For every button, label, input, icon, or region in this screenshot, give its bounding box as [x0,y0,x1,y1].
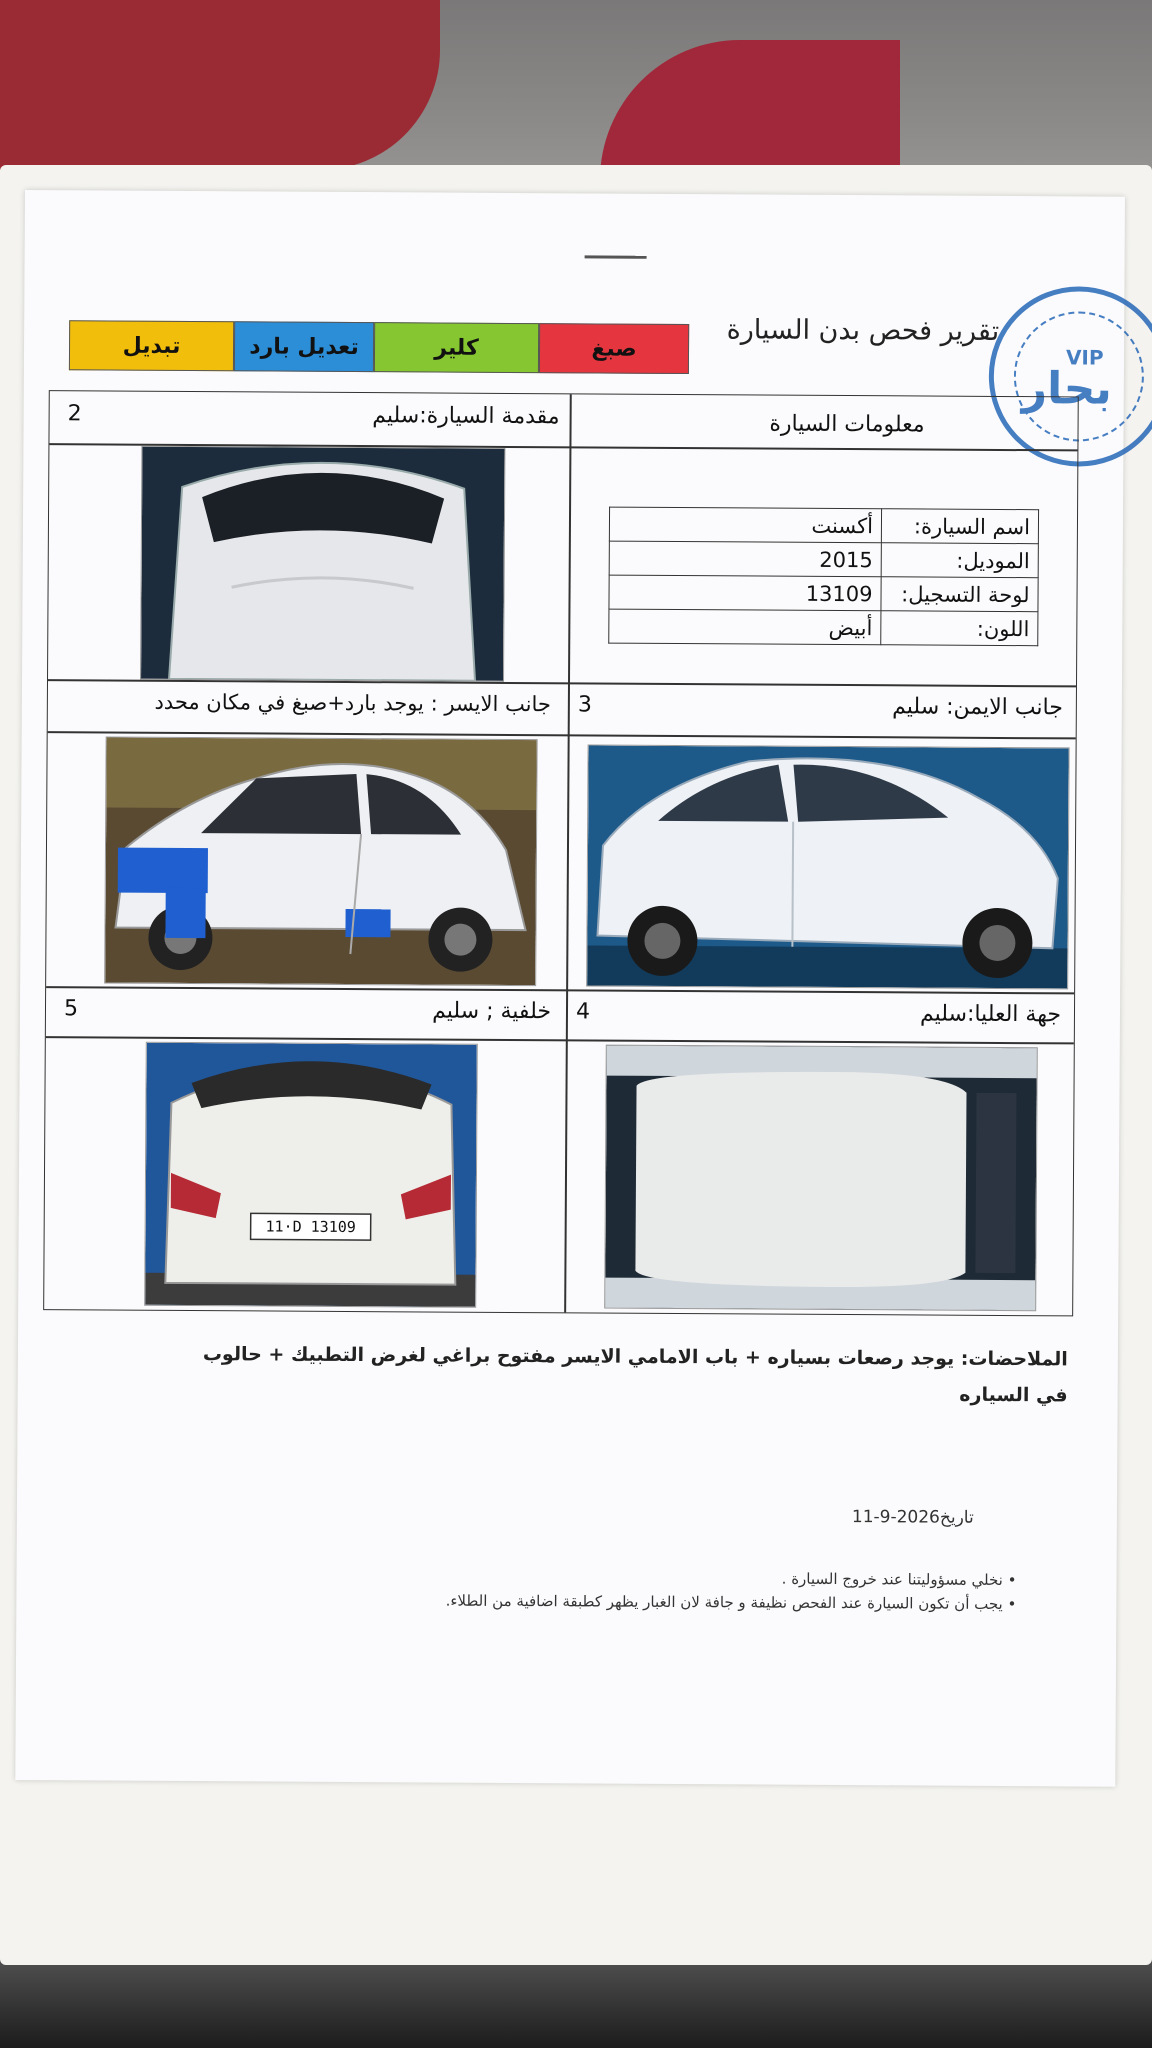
seat-red-stripe [0,0,440,170]
car-name-key: اسم السيارة: [881,509,1038,544]
top-car-photo [604,1045,1038,1312]
front-car-illustration [141,447,504,681]
disclaimer-text: يجب أن تكون السيارة عند الفحص نظيفة و جافة لان الغبار يظهر كطبقة اضافية من الطلاء. [445,1591,1003,1613]
table-row [609,541,1038,578]
table-row [609,507,1038,544]
left-side-label: جانب الايسر : يوجد بارد+صبغ في مكان محدد [154,689,551,717]
legend-clear: كلير [374,322,539,373]
car-info-header: معلومات السيارة [769,411,925,438]
model-key: الموديل: [881,543,1038,578]
section-number: 5 [63,996,79,1022]
rear-car-illustration [145,1043,477,1307]
left-side-car-photo [104,737,538,987]
stamp-vip-text: VIP [1065,345,1104,370]
legend-paint: صبغ [539,323,689,374]
front-car-photo [140,446,505,682]
legend-replaced: تبديل [69,320,234,371]
inspection-report-sheet [15,190,1125,1787]
disclaimer-text: نخلي مسؤوليتنا عند خروج السيارة . [781,1569,1003,1589]
color-key: اللون: [881,611,1038,646]
notes-text: الملاحضات: يوجد رصعات بسياره + باب الامامي الايسر مفتوح براغي لغرض التطبيك + حالوب في السياره [202,1343,1068,1407]
list-item: • نخلي مسؤوليتنا عند خروج السيارة . [781,1569,1017,1590]
top-label: جهة العليا:سليم [919,1001,1062,1028]
plate-value: 13109 [609,575,881,611]
plate-key: لوحة التسجيل: [881,577,1038,612]
left-side-illustration [105,738,536,986]
right-side-illustration [587,745,1068,988]
rear-car-photo [144,1042,478,1308]
section-number: 2 [67,401,82,427]
top-dash [585,255,647,258]
table-row [609,575,1038,612]
car-info-table [608,507,1039,647]
disclaimer-list [296,1567,1016,1619]
car-name-value: أكسنت [609,507,881,543]
section-number: 3 [577,692,592,718]
color-legend [69,320,689,376]
front-label: مقدمة السيارة:سليم [372,403,560,430]
grid-divider [48,679,1076,687]
right-side-label: جانب الايمن: سليم [892,694,1063,721]
stamp-name-text: بحار [1021,363,1113,415]
table-row [609,609,1038,646]
grid-divider [564,394,571,1312]
report-title: تقرير فحص بدن السيارة [726,314,1000,347]
legend-cold-repair: تعديل بارد [234,321,374,372]
color-value: أبيض [609,609,881,645]
inspection-grid [43,390,1079,1316]
license-plate-text: 11·D 13109 [265,1217,356,1237]
model-value: 2015 [609,541,881,577]
rear-label: خلفية ; سليم [432,998,552,1025]
section-number: 4 [575,999,591,1025]
top-car-illustration [605,1046,1037,1311]
report-date: 11-9-2026تاريخ [851,1507,974,1528]
list-item: • يجب أن تكون السيارة عند الفحص نظيفة و جافة لان الغبار يظهر كطبقة اضافية من الطلاء. [445,1591,1017,1614]
right-side-car-photo [586,744,1069,989]
